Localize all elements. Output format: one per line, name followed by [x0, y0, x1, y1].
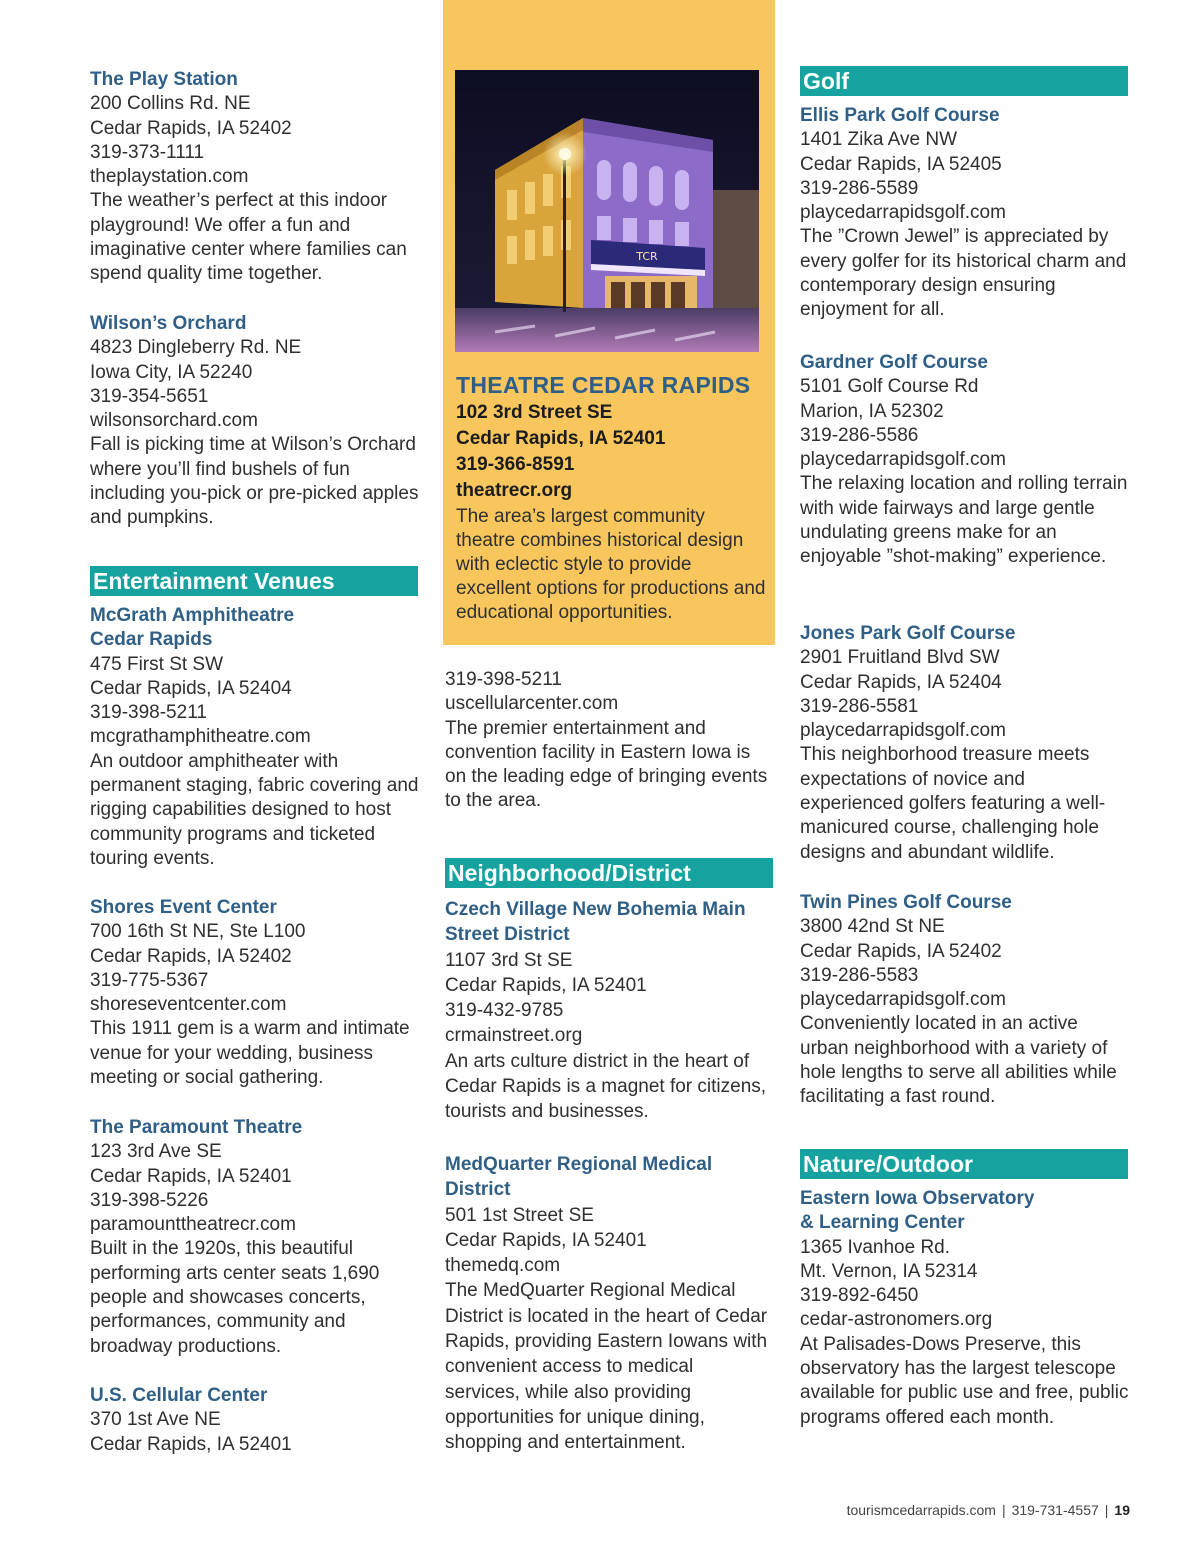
- listing-name: The Play Station: [90, 69, 238, 90]
- listing-description: The relaxing location and rolling terrain with wide fairways and large gentle undulating greens make for an enjoyable ”shot-making” experience.: [800, 473, 1128, 568]
- feature-website: theatrecr.org: [456, 480, 573, 501]
- listing-czech-village: [445, 897, 773, 1125]
- listing-phone: 319-354-5651: [90, 385, 209, 407]
- listing-website: wilsonsorchard.com: [90, 410, 258, 432]
- listing-address: 4823 Dingleberry Rd. NE: [90, 337, 302, 359]
- listing-uscellular: [90, 1384, 420, 1457]
- listing-wilsons-orchard: [90, 312, 420, 531]
- listing-phone: 319-286-5589: [800, 177, 919, 199]
- feature-title: THEATRE CEDAR RAPIDS: [456, 372, 751, 398]
- listing-description: An outdoor amphitheater with permanent staging, fabric covering and rigging capabilities designed to host community programs and ticketed touring events.: [90, 750, 419, 869]
- listing-name: Eastern Iowa Observatory: [800, 1188, 1035, 1209]
- listing-city: Cedar Rapids, IA 52402: [800, 940, 1002, 962]
- listing-uscellular-continued: [445, 668, 773, 814]
- listing-name: McGrath Amphitheatre: [90, 605, 295, 626]
- listing-city: Marion, IA 52302: [800, 400, 944, 422]
- listing-description: The weather’s perfect at this indoor playground! We offer a fun and imaginative center where families can spend quality time together.: [90, 190, 407, 285]
- listing-twin-pines: [800, 891, 1130, 1110]
- listing-observatory: [800, 1187, 1130, 1430]
- listing-website: cedar-astronomers.org: [800, 1309, 993, 1331]
- footer-divider: |: [1001, 1502, 1006, 1518]
- theatre-building-image: [455, 70, 759, 352]
- listing-jones-park: [800, 622, 1130, 865]
- listing-name-line2: & Learning Center: [800, 1212, 965, 1234]
- listing-phone: 319-398-5211: [445, 669, 562, 690]
- marquee-text: TCR: [636, 250, 658, 263]
- footer-phone: 319-731-4557: [1011, 1502, 1099, 1518]
- listing-ellis-park: [800, 104, 1130, 323]
- listing-city: Cedar Rapids, IA 52405: [800, 153, 1002, 175]
- listing-phone: 319-432-9785: [445, 1000, 564, 1022]
- listing-name: Shores Event Center: [90, 897, 277, 918]
- theatre-photo: [455, 70, 759, 352]
- listing-phone: 319-398-5226: [90, 1189, 209, 1211]
- listing-medquarter: [445, 1152, 773, 1456]
- listing-website: playcedarrapidsgolf.com: [800, 449, 1006, 471]
- listing-address: 1107 3rd St SE: [445, 949, 573, 971]
- feature-city: Cedar Rapids, IA 52401: [456, 428, 666, 449]
- listing-description: This neighborhood treasure meets expectations of novice and experienced golfers featuring a well-manicured course, challenging hole designs and abundant wildlife.: [800, 744, 1106, 863]
- listing-address: 123 3rd Ave SE: [90, 1141, 222, 1163]
- listing-gardner: [800, 351, 1130, 570]
- listing-address: 2901 Fruitland Blvd SW: [800, 647, 1000, 669]
- listing-phone: 319-286-5581: [800, 695, 919, 717]
- listing-phone: 319-286-5583: [800, 964, 919, 986]
- listing-address: 700 16th St NE, Ste L100: [90, 921, 306, 943]
- listing-name: Gardner Golf Course: [800, 352, 988, 373]
- listing-phone: 319-398-5211: [90, 702, 207, 724]
- footer-divider: |: [1104, 1502, 1109, 1518]
- listing-address: 1401 Zika Ave NW: [800, 129, 958, 151]
- listing-name: MedQuarter Regional Medical: [445, 1154, 713, 1175]
- listing-description: At Palisades-Dows Preserve, this observatory has the largest telescope available for public use and free, public programs offered each month.: [800, 1333, 1129, 1428]
- section-heading-neighborhood: Neighborhood/District: [445, 858, 773, 888]
- listing-description: Conveniently located in an active urban neighborhood with a variety of hole lengths to serve all abilities while facilitating a fast round.: [800, 1013, 1117, 1108]
- listing-name: The Paramount Theatre: [90, 1117, 303, 1138]
- listing-description: The premier entertainment and convention facility in Eastern Iowa is on the leading edge of bringing events to the area.: [445, 717, 768, 812]
- listing-mcgrath: [90, 604, 420, 871]
- feature-description: The area’s largest community theatre combines historical design with eclectic style to provide excellent options for productions and educational opportunities.: [456, 506, 766, 623]
- listing-website: playcedarrapidsgolf.com: [800, 720, 1006, 742]
- listing-description: Fall is picking time at Wilson’s Orchard where you’ll find bushels of fun including you-pick or pre-picked apples and pumpkins.: [90, 434, 419, 529]
- feature-box-theatre: [443, 0, 775, 645]
- listing-address: 200 Collins Rd. NE: [90, 93, 251, 115]
- listing-website: playcedarrapidsgolf.com: [800, 202, 1006, 224]
- listing-city: Iowa City, IA 52240: [90, 361, 253, 383]
- listing-website: mcgrathamphitheatre.com: [90, 726, 311, 748]
- feature-info: [456, 400, 766, 504]
- listing-description: This 1911 gem is a warm and intimate venue for your wedding, business meeting or social gathering.: [90, 1018, 410, 1089]
- listing-city: Cedar Rapids, IA 52402: [90, 945, 292, 967]
- listing-website: shoreseventcenter.com: [90, 994, 287, 1016]
- listing-description: Built in the 1920s, this beautiful performing arts center seats 1,690 people and showcases concerts, performances, community and broadway productions.: [90, 1238, 380, 1357]
- listing-address: 1365 Ivanhoe Rd.: [800, 1236, 951, 1258]
- section-heading-golf: Golf: [800, 66, 1128, 96]
- feature-address: 102 3rd Street SE: [456, 402, 613, 423]
- listing-website: themedq.com: [445, 1255, 561, 1277]
- listing-name-line2: Street District: [445, 924, 570, 946]
- listing-address: 3800 42nd St NE: [800, 916, 945, 938]
- listing-website: theplaystation.com: [90, 166, 249, 188]
- listing-phone: 319-286-5586: [800, 424, 919, 446]
- listing-name: Twin Pines Golf Course: [800, 892, 1012, 913]
- listing-phone: 319-775-5367: [90, 969, 209, 991]
- listing-address: 5101 Golf Course Rd: [800, 376, 979, 398]
- listing-city: Cedar Rapids, IA 52401: [90, 1165, 292, 1187]
- listing-website: uscellularcenter.com: [445, 693, 619, 715]
- feature-phone: 319-366-8591: [456, 454, 575, 475]
- listing-website: playcedarrapidsgolf.com: [800, 989, 1006, 1011]
- footer-website: tourismcedarrapids.com: [846, 1502, 996, 1518]
- listing-website: paramounttheatrecr.com: [90, 1214, 296, 1236]
- listing-paramount: [90, 1116, 420, 1359]
- listing-city: Cedar Rapids, IA 52401: [90, 1433, 292, 1455]
- section-heading-entertainment: Entertainment Venues: [90, 566, 418, 596]
- listing-play-station: [90, 68, 420, 287]
- listing-shores: [90, 896, 420, 1090]
- listing-city: Cedar Rapids, IA 52401: [445, 974, 647, 996]
- listing-phone: 319-892-6450: [800, 1285, 919, 1307]
- listing-name: Wilson’s Orchard: [90, 313, 247, 334]
- listing-city: Cedar Rapids, IA 52404: [90, 677, 292, 699]
- listing-address: 370 1st Ave NE: [90, 1409, 221, 1431]
- page-footer: [847, 1502, 1130, 1518]
- listing-name: Czech Village New Bohemia Main: [445, 899, 746, 920]
- listing-city: Mt. Vernon, IA 52314: [800, 1260, 978, 1282]
- section-heading-nature: Nature/Outdoor: [800, 1149, 1128, 1179]
- listing-name: U.S. Cellular Center: [90, 1385, 268, 1406]
- listing-phone: 319-373-1111: [90, 141, 205, 163]
- listing-description: The MedQuarter Regional Medical District is located in the heart of Cedar Rapids, providing Eastern Iowans with convenient access to medical services, while also providing opportunities for unique dining, shopping and entertainment.: [445, 1280, 768, 1454]
- listing-name: Ellis Park Golf Course: [800, 105, 1000, 126]
- listing-name: Jones Park Golf Course: [800, 623, 1016, 644]
- listing-address: 501 1st Street SE: [445, 1204, 594, 1226]
- listing-description: An arts culture district in the heart of Cedar Rapids is a magnet for citizens, tourists and businesses.: [445, 1050, 767, 1123]
- listing-city: Cedar Rapids, IA 52404: [800, 671, 1002, 693]
- listing-description: The ”Crown Jewel” is appreciated by every golfer for its historical charm and contemporary design ensuring enjoyment for all.: [800, 226, 1127, 321]
- listing-website: crmainstreet.org: [445, 1025, 583, 1047]
- listing-name-line2: Cedar Rapids: [90, 629, 213, 651]
- listing-city: Cedar Rapids, IA 52401: [445, 1229, 647, 1251]
- listing-city: Cedar Rapids, IA 52402: [90, 117, 292, 139]
- listing-name-line2: District: [445, 1179, 511, 1201]
- page-number: 19: [1114, 1502, 1130, 1518]
- listing-address: 475 First St SW: [90, 653, 224, 675]
